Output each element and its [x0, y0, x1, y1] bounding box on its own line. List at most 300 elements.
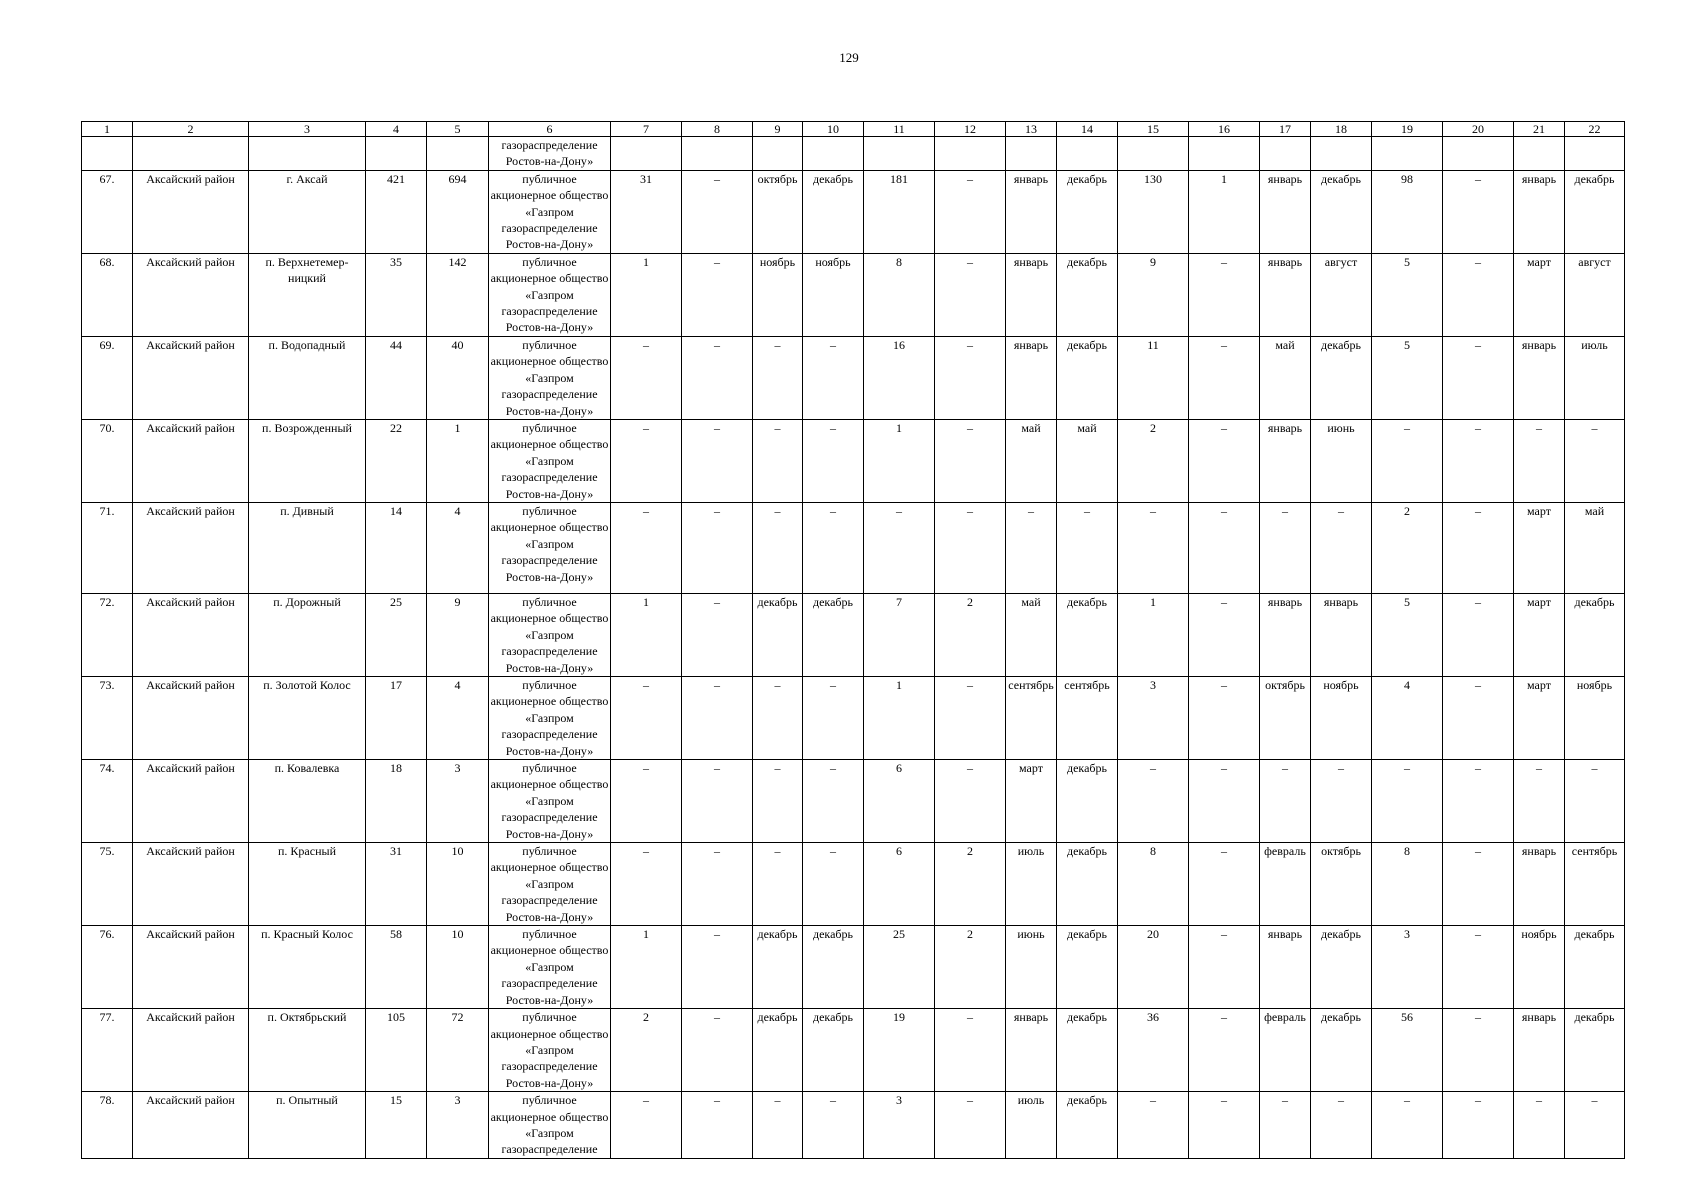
cell-col-14: декабрь — [1057, 843, 1118, 926]
cell-col-11: 181 — [864, 170, 935, 253]
table-row — [82, 419, 1625, 502]
row-number: 71. — [82, 502, 133, 593]
cell-col-11: 6 — [864, 760, 935, 843]
cell-col-5: 40 — [427, 336, 489, 419]
cell-col-16: – — [1189, 502, 1260, 593]
district-cell: Аксайский район — [133, 253, 249, 336]
header-cell-13: 13 — [1006, 122, 1057, 137]
cell-col-19: 2 — [1372, 502, 1443, 593]
cell-col-17: октябрь — [1260, 676, 1311, 759]
cell-col-20: – — [1443, 502, 1514, 593]
header-cell-20: 20 — [1443, 122, 1514, 137]
district-cell: Аксайский район — [133, 926, 249, 1009]
cell-col-16: – — [1189, 1092, 1260, 1159]
cell-col-16: – — [1189, 593, 1260, 676]
cell-col-10: – — [803, 336, 864, 419]
cell-col-19: 5 — [1372, 253, 1443, 336]
cell-col-19: 5 — [1372, 336, 1443, 419]
cell-col-11: 3 — [864, 1092, 935, 1159]
cell-col-19: 8 — [1372, 843, 1443, 926]
header-cell-11: 11 — [864, 122, 935, 137]
cell-col-12: – — [935, 1092, 1006, 1159]
cell-col-4: 25 — [366, 593, 427, 676]
header-cell-5: 5 — [427, 122, 489, 137]
cell-col-12: 2 — [935, 926, 1006, 1009]
cell-col-16: – — [1189, 419, 1260, 502]
cell-col-13: январь — [1006, 170, 1057, 253]
locality-cell: п. Опытный — [249, 1092, 366, 1159]
company-cell: публичное акционерное общество «Газпром газораспределение Ростов-на-Дону» — [489, 336, 611, 419]
cell-col-22: сентябрь — [1565, 843, 1625, 926]
cell-col-9: декабрь — [753, 926, 803, 1009]
cell-col-15: 9 — [1118, 253, 1189, 336]
company-cell: публичное акционерное общество «Газпром газораспределение Ростов-на-Дону» — [489, 593, 611, 676]
cell-col-18: декабрь — [1311, 1009, 1372, 1092]
header-cell-4: 4 — [366, 122, 427, 137]
header-cell-12: 12 — [935, 122, 1006, 137]
cell-col-17: январь — [1260, 253, 1311, 336]
page-number: 129 — [839, 50, 859, 65]
cell-col-22: декабрь — [1565, 170, 1625, 253]
cell-col-5: 4 — [427, 676, 489, 759]
cell-col-13: март — [1006, 760, 1057, 843]
cell-col-9: – — [753, 336, 803, 419]
cell-col-21: январь — [1514, 1009, 1565, 1092]
cell-col-16: – — [1189, 253, 1260, 336]
table-row — [82, 336, 1625, 419]
cell-col-12: 2 — [935, 843, 1006, 926]
locality-cell: п. Дорожный — [249, 593, 366, 676]
cell-col-8: – — [682, 336, 753, 419]
cell-col-17: январь — [1260, 419, 1311, 502]
row-number: 70. — [82, 419, 133, 502]
cell-col-22: декабрь — [1565, 593, 1625, 676]
cell-col-16: – — [1189, 676, 1260, 759]
table-row — [82, 760, 1625, 843]
cell-col-22: май — [1565, 502, 1625, 593]
locality-cell: п. Верхнетемер-ницкий — [249, 253, 366, 336]
cell-col-12: – — [935, 676, 1006, 759]
cell-col-16: – — [1189, 1009, 1260, 1092]
cell-col-14: декабрь — [1057, 760, 1118, 843]
locality-cell: п. Золотой Колос — [249, 676, 366, 759]
cell-col-9: – — [753, 1092, 803, 1159]
table-row — [82, 1092, 1625, 1159]
cell-col-22: август — [1565, 253, 1625, 336]
company-cell: публичное акционерное общество «Газпром газораспределение Ростов-на-Дону» — [489, 502, 611, 593]
row-number: 72. — [82, 593, 133, 676]
cell-col-14: декабрь — [1057, 926, 1118, 1009]
table-row — [82, 676, 1625, 759]
cell-col-13: январь — [1006, 336, 1057, 419]
cell-col-14: декабрь — [1057, 593, 1118, 676]
cell-col-15: 36 — [1118, 1009, 1189, 1092]
row-number: 76. — [82, 926, 133, 1009]
cell-col-18: декабрь — [1311, 336, 1372, 419]
cell-col-4: 14 — [366, 502, 427, 593]
cell-col-5: 10 — [427, 843, 489, 926]
cell-col-12: – — [935, 253, 1006, 336]
header-cell-8: 8 — [682, 122, 753, 137]
cell-col-22: декабрь — [1565, 1009, 1625, 1092]
header-cell-2: 2 — [133, 122, 249, 137]
cell-col-20: – — [1443, 1009, 1514, 1092]
cell-col-4: 17 — [366, 676, 427, 759]
cell-col-11: 8 — [864, 253, 935, 336]
row-number: 73. — [82, 676, 133, 759]
cell-col-12: – — [935, 760, 1006, 843]
cell-col-21: ноябрь — [1514, 926, 1565, 1009]
cell-col-19: 3 — [1372, 926, 1443, 1009]
cell-col-10: декабрь — [803, 170, 864, 253]
company-cell: публичное акционерное общество «Газпром газораспределение Ростов-на-Дону» — [489, 760, 611, 843]
cell-col-4: 421 — [366, 170, 427, 253]
cell-col-13: июль — [1006, 1092, 1057, 1159]
cell-col-11: 19 — [864, 1009, 935, 1092]
cell-col-7: 2 — [611, 1009, 682, 1092]
table-row — [82, 843, 1625, 926]
district-cell: Аксайский район — [133, 336, 249, 419]
district-cell: Аксайский район — [133, 502, 249, 593]
cell-col-4: 31 — [366, 843, 427, 926]
header-cell-18: 18 — [1311, 122, 1372, 137]
cell-col-15: 8 — [1118, 843, 1189, 926]
cell-col-5: 3 — [427, 760, 489, 843]
cell-col-14: – — [1057, 502, 1118, 593]
cell-col-7: – — [611, 760, 682, 843]
cell-col-8: – — [682, 1092, 753, 1159]
cell-col-15: 130 — [1118, 170, 1189, 253]
cell-col-4: 44 — [366, 336, 427, 419]
cell-col-8: – — [682, 843, 753, 926]
cell-col-14: декабрь — [1057, 253, 1118, 336]
cell-col-15: – — [1118, 760, 1189, 843]
cell-col-4: 58 — [366, 926, 427, 1009]
cell-col-8: – — [682, 926, 753, 1009]
cell-col-20: – — [1443, 676, 1514, 759]
locality-cell: п. Красный — [249, 843, 366, 926]
header-cell-16: 16 — [1189, 122, 1260, 137]
cell-col-21: январь — [1514, 336, 1565, 419]
cell-col-20: – — [1443, 843, 1514, 926]
cell-col-18: август — [1311, 253, 1372, 336]
cell-col-12: – — [935, 419, 1006, 502]
cell-col-8: – — [682, 760, 753, 843]
cell-col-18: – — [1311, 760, 1372, 843]
cell-col-20: – — [1443, 926, 1514, 1009]
header-cell-19: 19 — [1372, 122, 1443, 137]
district-cell: Аксайский район — [133, 760, 249, 843]
cell-col-15: 2 — [1118, 419, 1189, 502]
cell-col-18: ноябрь — [1311, 676, 1372, 759]
locality-cell: г. Аксай — [249, 170, 366, 253]
cell-col-17: январь — [1260, 593, 1311, 676]
cell-col-22: – — [1565, 419, 1625, 502]
cell-col-14: декабрь — [1057, 336, 1118, 419]
cell-col-10: ноябрь — [803, 253, 864, 336]
cell-col-11: – — [864, 502, 935, 593]
header-cell-6: 6 — [489, 122, 611, 137]
cell-col-7: – — [611, 676, 682, 759]
cell-col-12: 2 — [935, 593, 1006, 676]
cell-col-17: – — [1260, 502, 1311, 593]
cell-col-19: 4 — [1372, 676, 1443, 759]
district-cell: Аксайский район — [133, 1092, 249, 1159]
header-cell-9: 9 — [753, 122, 803, 137]
cell-col-19: – — [1372, 760, 1443, 843]
locality-cell: п. Октябрьский — [249, 1009, 366, 1092]
cell-col-13: май — [1006, 593, 1057, 676]
cell-col-16: – — [1189, 926, 1260, 1009]
cell-col-19: – — [1372, 1092, 1443, 1159]
cell-col-7: – — [611, 1092, 682, 1159]
locality-cell: п. Ковалевка — [249, 760, 366, 843]
cell-col-5: 694 — [427, 170, 489, 253]
cell-col-13: июнь — [1006, 926, 1057, 1009]
cell-col-18: июнь — [1311, 419, 1372, 502]
cell-col-21: – — [1514, 419, 1565, 502]
cell-col-15: 11 — [1118, 336, 1189, 419]
cell-col-4: 35 — [366, 253, 427, 336]
cell-col-4: 15 — [366, 1092, 427, 1159]
header-cell-22: 22 — [1565, 122, 1625, 137]
cell-col-10: – — [803, 843, 864, 926]
cell-col-10: декабрь — [803, 1009, 864, 1092]
header-cell-21: 21 — [1514, 122, 1565, 137]
cell-col-18: октябрь — [1311, 843, 1372, 926]
cell-col-9: ноябрь — [753, 253, 803, 336]
cell-col-14: декабрь — [1057, 1092, 1118, 1159]
cell-col-13: сентябрь — [1006, 676, 1057, 759]
cell-col-11: 1 — [864, 676, 935, 759]
cell-col-8: – — [682, 170, 753, 253]
cell-col-5: 72 — [427, 1009, 489, 1092]
header-cell-14: 14 — [1057, 122, 1118, 137]
cell-col-12: – — [935, 502, 1006, 593]
cell-col-9: – — [753, 843, 803, 926]
district-cell: Аксайский район — [133, 419, 249, 502]
cell-col-17: февраль — [1260, 1009, 1311, 1092]
cell-col-20: – — [1443, 593, 1514, 676]
company-cell: публичное акционерное общество «Газпром газораспределение — [489, 1092, 611, 1159]
cell-col-11: 25 — [864, 926, 935, 1009]
cell-col-4: 18 — [366, 760, 427, 843]
cell-col-11: 7 — [864, 593, 935, 676]
cell-col-18: декабрь — [1311, 926, 1372, 1009]
header-row — [82, 122, 1625, 137]
cell-col-22: ноябрь — [1565, 676, 1625, 759]
table-row — [82, 253, 1625, 336]
cell-col-21: март — [1514, 253, 1565, 336]
cell-col-7: 1 — [611, 253, 682, 336]
cell-col-10: – — [803, 1092, 864, 1159]
cell-col-9: – — [753, 502, 803, 593]
cell-col-8: – — [682, 253, 753, 336]
cell-col-8: – — [682, 419, 753, 502]
table-row — [82, 926, 1625, 1009]
company-cell: публичное акционерное общество «Газпром газораспределение Ростов-на-Дону» — [489, 419, 611, 502]
company-cell: газораспределение Ростов-на-Дону» — [489, 137, 611, 171]
cell-col-16: – — [1189, 843, 1260, 926]
cell-col-13: июль — [1006, 843, 1057, 926]
header-cell-17: 17 — [1260, 122, 1311, 137]
cell-col-14: декабрь — [1057, 170, 1118, 253]
cell-col-10: – — [803, 502, 864, 593]
cell-col-10: – — [803, 676, 864, 759]
cell-col-9: октябрь — [753, 170, 803, 253]
table-row — [82, 593, 1625, 676]
locality-cell: п. Водопадный — [249, 336, 366, 419]
company-cell: публичное акционерное общество «Газпром газораспределение Ростов-на-Дону» — [489, 253, 611, 336]
row-number: 75. — [82, 843, 133, 926]
company-cell: публичное акционерное общество «Газпром газораспределение Ростов-на-Дону» — [489, 676, 611, 759]
continuation-row — [82, 137, 1625, 171]
cell-col-21: январь — [1514, 843, 1565, 926]
cell-col-13: январь — [1006, 253, 1057, 336]
cell-col-18: – — [1311, 1092, 1372, 1159]
cell-col-18: – — [1311, 502, 1372, 593]
cell-col-10: декабрь — [803, 926, 864, 1009]
row-number: 77. — [82, 1009, 133, 1092]
cell-col-13: май — [1006, 419, 1057, 502]
header-cell-7: 7 — [611, 122, 682, 137]
cell-col-16: – — [1189, 760, 1260, 843]
cell-col-16: – — [1189, 336, 1260, 419]
cell-col-21: – — [1514, 760, 1565, 843]
cell-col-13: – — [1006, 502, 1057, 593]
cell-col-5: 142 — [427, 253, 489, 336]
data-table — [81, 121, 1625, 1159]
cell-col-21: март — [1514, 676, 1565, 759]
cell-col-10: декабрь — [803, 593, 864, 676]
cell-col-20: – — [1443, 170, 1514, 253]
cell-col-17: – — [1260, 1092, 1311, 1159]
cell-col-17: май — [1260, 336, 1311, 419]
cell-col-14: сентябрь — [1057, 676, 1118, 759]
cell-col-13: январь — [1006, 1009, 1057, 1092]
district-cell: Аксайский район — [133, 843, 249, 926]
cell-col-14: декабрь — [1057, 1009, 1118, 1092]
district-cell: Аксайский район — [133, 593, 249, 676]
cell-col-21: март — [1514, 593, 1565, 676]
cell-col-16: 1 — [1189, 170, 1260, 253]
cell-col-20: – — [1443, 419, 1514, 502]
cell-col-4: 105 — [366, 1009, 427, 1092]
header-cell-1: 1 — [82, 122, 133, 137]
cell-col-10: – — [803, 760, 864, 843]
cell-col-17: январь — [1260, 170, 1311, 253]
cell-col-18: декабрь — [1311, 170, 1372, 253]
cell-col-11: 1 — [864, 419, 935, 502]
cell-col-21: март — [1514, 502, 1565, 593]
cell-col-15: – — [1118, 502, 1189, 593]
company-cell: публичное акционерное общество «Газпром газораспределение Ростов-на-Дону» — [489, 926, 611, 1009]
header-cell-15: 15 — [1118, 122, 1189, 137]
cell-col-5: 1 — [427, 419, 489, 502]
header-cell-10: 10 — [803, 122, 864, 137]
company-cell: публичное акционерное общество «Газпром газораспределение Ростов-на-Дону» — [489, 843, 611, 926]
cell-col-15: 1 — [1118, 593, 1189, 676]
locality-cell: п. Красный Колос — [249, 926, 366, 1009]
district-cell: Аксайский район — [133, 676, 249, 759]
row-number: 68. — [82, 253, 133, 336]
cell-col-17: февраль — [1260, 843, 1311, 926]
cell-col-5: 4 — [427, 502, 489, 593]
cell-col-9: – — [753, 676, 803, 759]
cell-col-8: – — [682, 1009, 753, 1092]
row-number: 67. — [82, 170, 133, 253]
row-number: 74. — [82, 760, 133, 843]
table-row — [82, 170, 1625, 253]
cell-col-17: январь — [1260, 926, 1311, 1009]
cell-col-19: 5 — [1372, 593, 1443, 676]
cell-col-7: – — [611, 336, 682, 419]
cell-col-20: – — [1443, 760, 1514, 843]
cell-col-8: – — [682, 593, 753, 676]
cell-col-15: 3 — [1118, 676, 1189, 759]
cell-col-7: – — [611, 843, 682, 926]
cell-col-7: – — [611, 419, 682, 502]
header-cell-3: 3 — [249, 122, 366, 137]
locality-cell: п. Дивный — [249, 502, 366, 593]
cell-col-22: июль — [1565, 336, 1625, 419]
cell-col-15: – — [1118, 1092, 1189, 1159]
cell-col-7: 1 — [611, 593, 682, 676]
cell-col-9: – — [753, 760, 803, 843]
cell-col-22: – — [1565, 1092, 1625, 1159]
cell-col-9: – — [753, 419, 803, 502]
cell-col-4: 22 — [366, 419, 427, 502]
cell-col-18: январь — [1311, 593, 1372, 676]
cell-col-22: декабрь — [1565, 926, 1625, 1009]
cell-col-20: – — [1443, 253, 1514, 336]
table-row — [82, 1009, 1625, 1092]
cell-col-14: май — [1057, 419, 1118, 502]
cell-col-11: 16 — [864, 336, 935, 419]
table-row — [82, 502, 1625, 593]
row-number: 78. — [82, 1092, 133, 1159]
cell-col-9: декабрь — [753, 593, 803, 676]
cell-col-22: – — [1565, 760, 1625, 843]
cell-col-20: – — [1443, 1092, 1514, 1159]
cell-col-11: 6 — [864, 843, 935, 926]
cell-col-8: – — [682, 676, 753, 759]
cell-col-19: 56 — [1372, 1009, 1443, 1092]
cell-col-19: – — [1372, 419, 1443, 502]
cell-col-5: 9 — [427, 593, 489, 676]
cell-col-12: – — [935, 1009, 1006, 1092]
district-cell: Аксайский район — [133, 1009, 249, 1092]
cell-col-19: 98 — [1372, 170, 1443, 253]
cell-col-5: 3 — [427, 1092, 489, 1159]
cell-col-12: – — [935, 170, 1006, 253]
cell-col-7: 31 — [611, 170, 682, 253]
cell-col-10: – — [803, 419, 864, 502]
cell-col-17: – — [1260, 760, 1311, 843]
cell-col-21: – — [1514, 1092, 1565, 1159]
cell-col-15: 20 — [1118, 926, 1189, 1009]
row-number: 69. — [82, 336, 133, 419]
cell-col-7: – — [611, 502, 682, 593]
locality-cell: п. Возрожденный — [249, 419, 366, 502]
cell-col-9: декабрь — [753, 1009, 803, 1092]
cell-col-5: 10 — [427, 926, 489, 1009]
company-cell: публичное акционерное общество «Газпром газораспределение Ростов-на-Дону» — [489, 170, 611, 253]
cell-col-12: – — [935, 336, 1006, 419]
cell-col-8: – — [682, 502, 753, 593]
cell-col-7: 1 — [611, 926, 682, 1009]
cell-col-21: январь — [1514, 170, 1565, 253]
